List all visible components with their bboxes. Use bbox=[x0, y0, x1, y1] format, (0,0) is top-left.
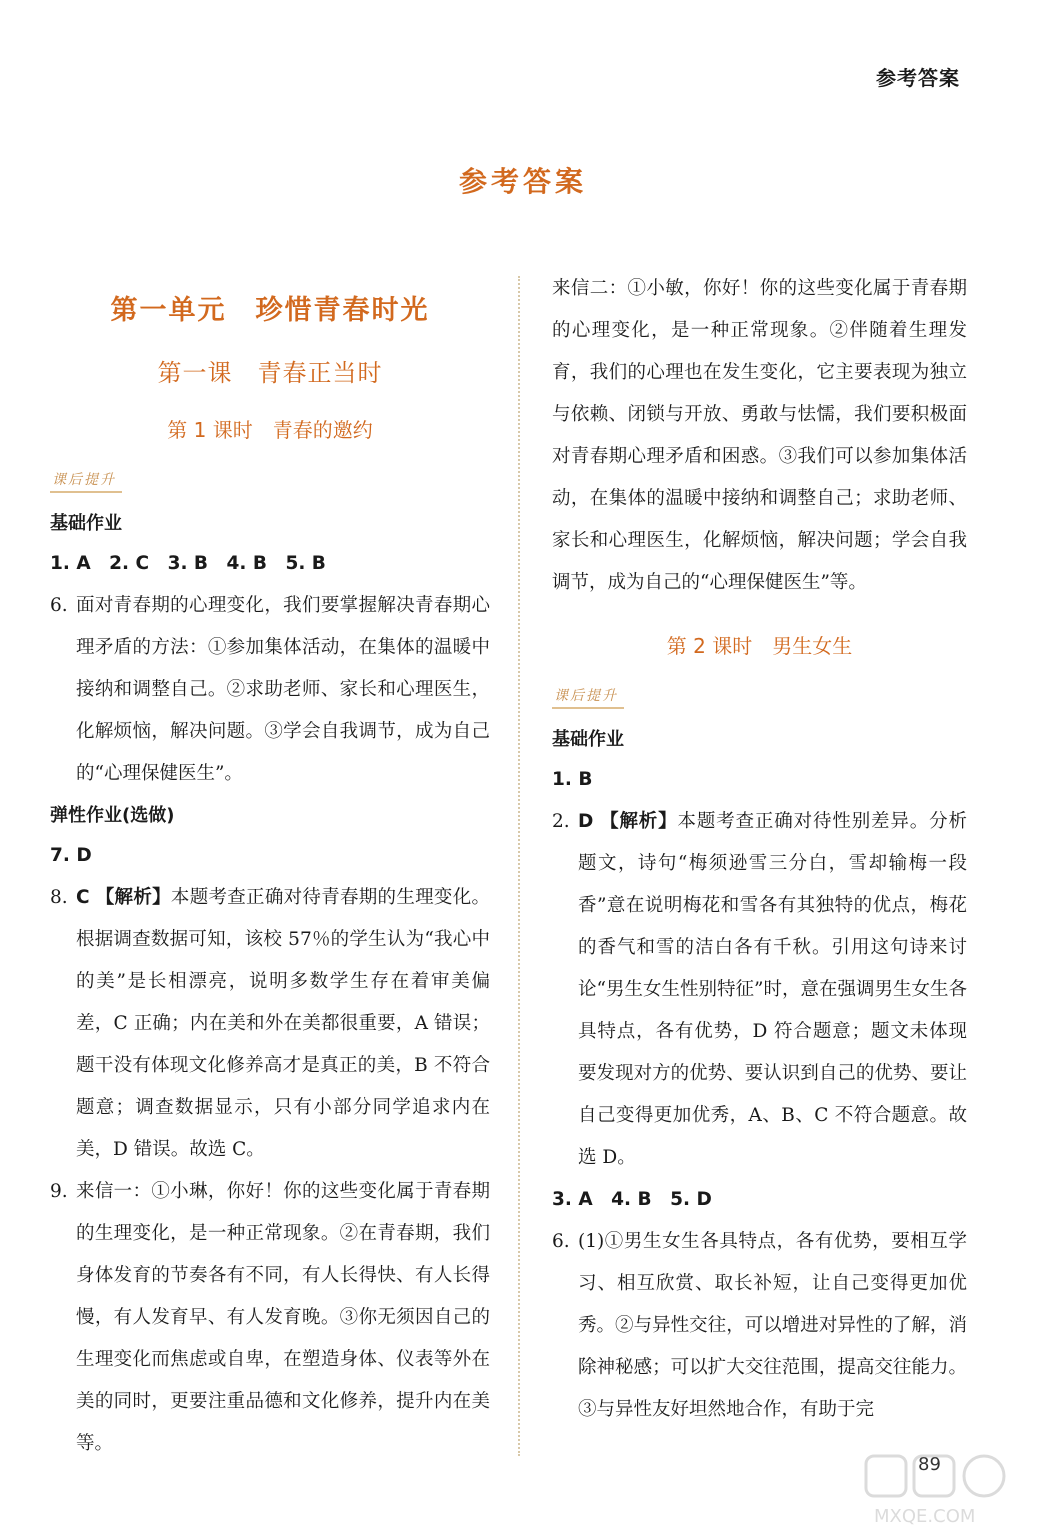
period-title: 第 2 课时 男生女生 bbox=[666, 634, 853, 658]
right-column bbox=[552, 268, 967, 1431]
question-6 bbox=[50, 585, 490, 795]
section-tag: 课后提升 bbox=[50, 469, 122, 493]
question-9 bbox=[50, 1171, 490, 1465]
analysis-text: 本题考查正确对待青春期的生理变化。根据调查数据可知，该校 57％的学生认为“我心中的美”是长相漂亮，说明多数学生存在着审美偏差，C 正确；内在美和外在美都很重要，A 错误；题干没有体现文化修养高才是真正的美，B 不符合题意；调查数据显示，只有小部分同学追求内在美，D 错误。故选 C。 bbox=[76, 887, 490, 1160]
left-column bbox=[50, 268, 490, 1465]
analysis-tag: 【解析】 bbox=[95, 887, 171, 908]
question-6 bbox=[552, 1221, 967, 1431]
basic-homework-heading: 基础作业 bbox=[50, 513, 122, 534]
answer-choice: C bbox=[76, 887, 90, 908]
section-tag: 课后提升 bbox=[552, 685, 624, 709]
question-8 bbox=[50, 877, 490, 1171]
running-header: 参考答案 bbox=[876, 66, 960, 90]
answer-choice: D bbox=[578, 811, 594, 832]
letter-two: 来信二：①小敏，你好！你的这些变化属于青春期的心理变化，是一种正常现象。②伴随着生理发育，我们的心理也在发生变化，它主要表现为独立与依赖、闭锁与开放、勇敢与怯懦，我们要积极面对青春期心理矛盾和困惑。③我们可以参加集体活动，在集体的温暖中接纳和调整自己；求助老师、家长和心理医生，化解烦恼，解决问题；学会自我调节，成为自己的“心理保健医生”等。 bbox=[552, 278, 967, 593]
page-title: 参考答案 bbox=[458, 165, 587, 198]
question-number: 2. bbox=[552, 811, 570, 832]
unit-title: 第一单元 珍惜青春时光 bbox=[110, 295, 430, 326]
analysis-text: 本题考查正确对待性别差异。分析题文，诗句“梅须逊雪三分白，雪却输梅一段香”意在说明梅花和雪各有其独特的优点，梅花的香气和雪的洁白各有千秋。引用这句诗来讨论“男生女生性别特征”时，意在强调男生女生各具特点，各有优势，D 符合题意；题文未体现要发现对方的优势、要认识到自己的优势、要让自己变得更加优秀，A、B、C 不符合题意。故选 D。 bbox=[578, 811, 967, 1168]
answers-1-5: 1. A 2. C 3. B 4. B 5. B bbox=[50, 553, 326, 574]
analysis-tag: 【解析】 bbox=[600, 811, 678, 832]
question-2 bbox=[552, 801, 967, 1179]
question-1: 1. B bbox=[552, 769, 593, 790]
svg-text:MXQE.COM: MXQE.COM bbox=[874, 1506, 976, 1527]
answer-text: 来信一：①小琳，你好！你的这些变化属于青春期的生理变化，是一种正常现象。②在青春期，我们身体发育的节奏各有不同，有人长得快、有人长得慢，有人发育早、有人发育晚。③你无须因自己的生理变化而焦虑或自卑，在塑造身体、仪表等外在美的同时，更要注重品德和文化修养，提升内在美等。 bbox=[76, 1181, 490, 1454]
question-number: 6. bbox=[50, 595, 68, 616]
question-number: 9. bbox=[50, 1181, 68, 1202]
elastic-homework-heading: 弹性作业(选做) bbox=[50, 805, 175, 826]
page-number: 89 bbox=[918, 1454, 941, 1475]
answer-body bbox=[76, 877, 490, 1171]
answer-text: 面对青春期的心理变化，我们要掌握解决青春期心理矛盾的方法：①参加集体活动，在集体的温暖中接纳和调整自己。②求助老师、家长和心理医生，化解烦恼，解决问题。③学会自我调节，成为自己的“心理保健医生”。 bbox=[76, 595, 490, 784]
watermark-logo bbox=[864, 1452, 1034, 1530]
lesson-title: 第一课 青春正当时 bbox=[157, 359, 383, 387]
answer-text: (1)①男生女生各具特点，各有优势，要相互学习、相互欣赏、取长补短，让自己变得更加优秀。②与异性交往，可以增进对异性的了解，消除神秘感；可以扩大交往范围，提高交往能力。③与异性友好坦然地合作，有助于完 bbox=[578, 1231, 967, 1420]
period-title: 第 1 课时 青春的邀约 bbox=[167, 418, 373, 442]
answer-body bbox=[578, 801, 967, 1179]
question-7: 7. D bbox=[50, 845, 92, 866]
basic-homework-heading: 基础作业 bbox=[552, 729, 624, 750]
question-number: 8. bbox=[50, 887, 68, 908]
answers-3-5: 3. A 4. B 5. D bbox=[552, 1189, 712, 1210]
question-number: 6. bbox=[552, 1231, 570, 1252]
column-divider bbox=[518, 276, 520, 1456]
